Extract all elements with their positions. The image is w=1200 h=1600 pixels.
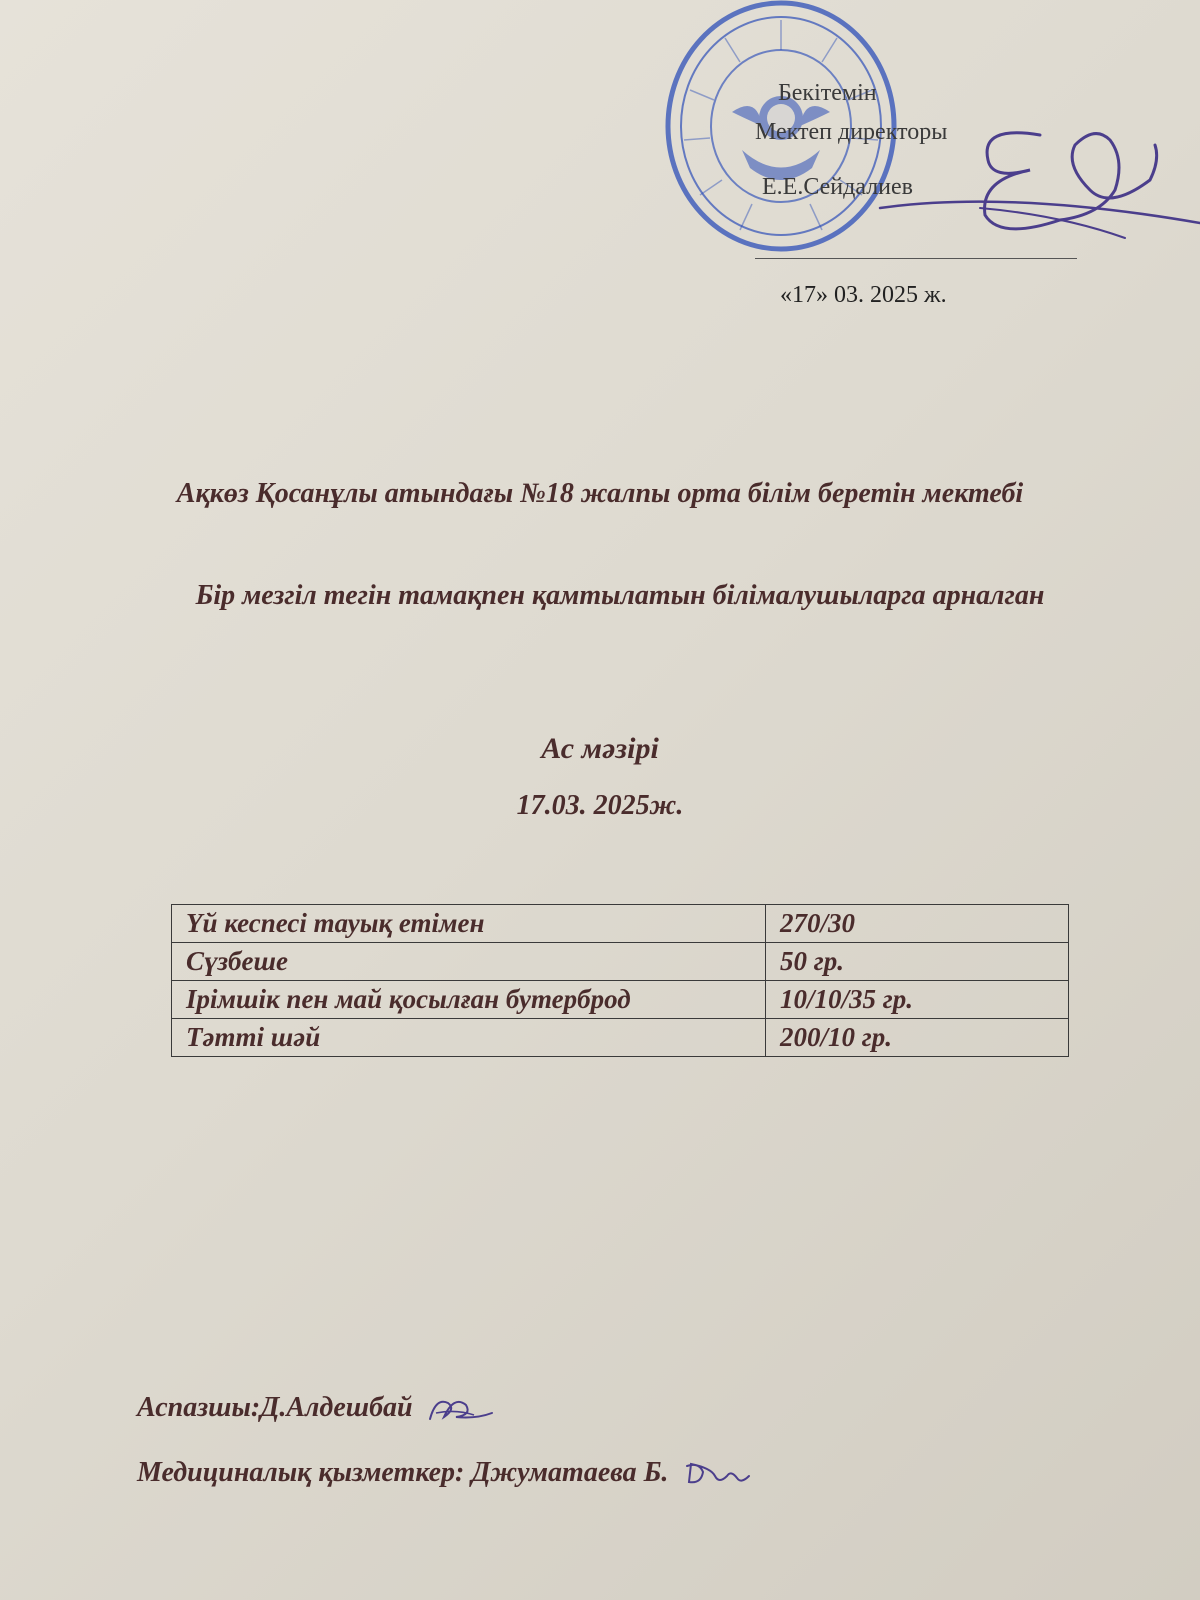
table-row xyxy=(172,943,1069,981)
approval-heading: Бекітемін xyxy=(778,80,877,106)
approval-block xyxy=(0,0,1200,330)
medical-signature-line xyxy=(137,1457,751,1492)
approval-role: Мектеп директоры xyxy=(755,119,948,145)
menu-purpose: Бір мезгіл тегін тамақпен қамтылатын білімалушыларга арналган xyxy=(195,580,1045,611)
portion-size: 270/30 xyxy=(766,905,1069,943)
director-signature-icon xyxy=(860,120,1200,250)
menu-date: 17.03. 2025ж. xyxy=(516,790,684,821)
dish-name: Үй кеспесі тауық етімен xyxy=(172,905,766,943)
dish-name: Тәтті шәй xyxy=(172,1019,766,1057)
dish-name: Сүзбеше xyxy=(172,943,766,981)
table-row xyxy=(172,905,1069,943)
menu-table xyxy=(171,904,1069,1057)
cook-signature-line xyxy=(137,1392,496,1427)
medical-label: Медициналық қызметкер: Джуматаева Б. xyxy=(137,1457,669,1488)
cook-signature-icon xyxy=(426,1393,496,1427)
portion-size: 50 гр. xyxy=(766,943,1069,981)
dish-name: Ірімшік пен май қосылған бутерброд xyxy=(172,981,766,1019)
menu-title: Ас мәзірі xyxy=(541,732,659,765)
signature-underline xyxy=(755,258,1077,259)
director-name: Е.Е.Сейдалиев xyxy=(762,174,913,200)
table-row xyxy=(172,981,1069,1019)
cook-label: Аспазшы:Д.Алдешбай xyxy=(137,1392,413,1423)
table-row xyxy=(172,1019,1069,1057)
approval-date: «17» 03. 2025 ж. xyxy=(780,282,947,308)
medical-signature-icon xyxy=(681,1458,751,1492)
school-name: Ақкөз Қосанұлы атындағы №18 жалпы орта білім беретін мектебі xyxy=(176,478,1024,509)
portion-size: 10/10/35 гр. xyxy=(766,981,1069,1019)
portion-size: 200/10 гр. xyxy=(766,1019,1069,1057)
